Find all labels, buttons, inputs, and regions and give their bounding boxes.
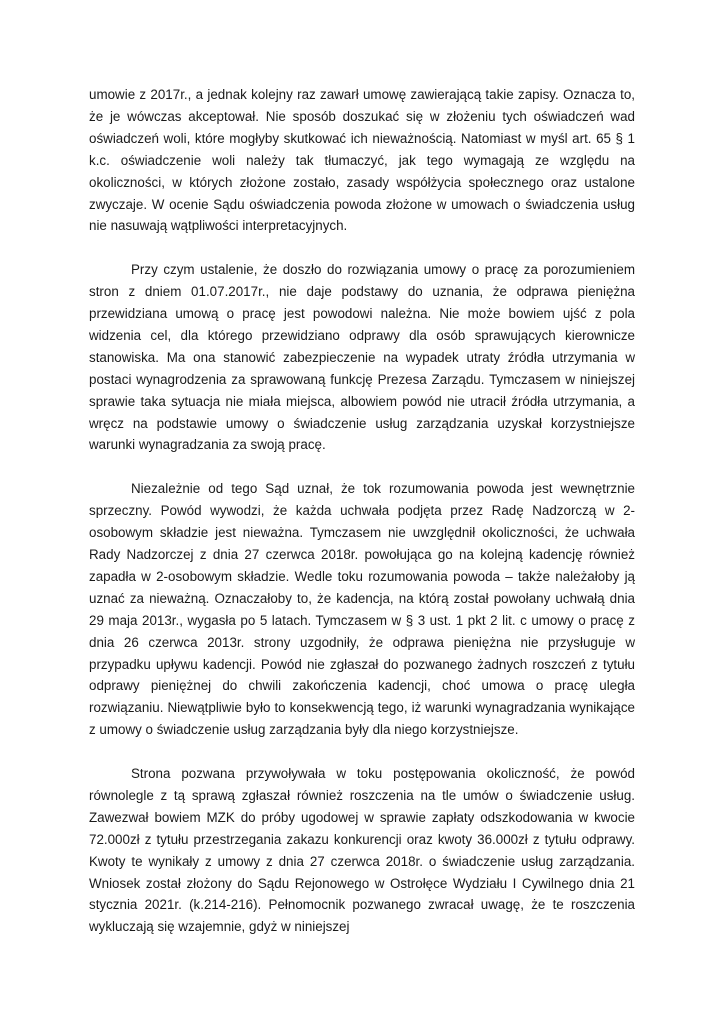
paragraph-continuation: umowie z 2017r., a jednak kolejny raz zawarł umowę zawierającą takie zapisy. Oznacza to, że je wówczas akceptował. Nie sposób doszukać się w złożeniu tych oświadczeń wad oświadczeń woli, które mogłyby skutkować ich nieważnością. Natomiast w myśl art. 65 § 1 k.c. oświadczenie woli należy tak tłumaczyć, jak tego wymagają ze względu na okoliczności, w których złożone zostało, zasady współżycia społecznego oraz ustalone zwyczaje. W ocenie Sądu oświadczenia powoda złożone w umowach o świadczenia usług nie nasuwają wątpliwości interpretacyjnych.	[89, 87, 635, 234]
document-page	[89, 84, 635, 960]
paragraph-parallel-claims: Strona pozwana przywoływała w toku postępowania okoliczność, że powód równolegle z tą sprawą zgłaszał również roszczenia na tle umów o świadczenie usług. Zawezwał bowiem MZK do próby ugodowej w sprawie zapłaty odszkodowania w kwocie 72.000zł z tytułu przestrzegania zakazu konkurencji oraz kwoty 36.000zł z tytułu odprawy. Kwoty te wynikały z umowy z dnia 27 czerwca 2018r. o świadczenie usług zarządzania. Wniosek został złożony do Sądu Rejonowego w Ostrołęce Wydziału I Cywilnego dnia 21 stycznia 2021r. (k.214-216). Pełnomocnik pozwanego zwracał uwagę, że te roszczenia wykluczają się wzajemnie, gdyż w niniejszej	[89, 766, 635, 935]
paragraph-severance-pay: Przy czym ustalenie, że doszło do rozwiązania umowy o pracę za porozumieniem stron z dniem 01.07.2017r., nie daje podstawy do uznania, że odprawa pieniężna przewidziana umową o pracę jest powodowi należna. Nie może bowiem ujść z pola widzenia cel, dla którego przewidziano odprawy dla osób sprawujących kierownicze stanowiska. Ma ona stanowić zabezpieczenie na wypadek utraty źródła utrzymania w postaci wynagrodzenia za sprawowaną funkcję Prezesa Zarządu. Tymczasem w niniejszej sprawie taka sytuacja nie miała miejsca, albowiem powód nie utracił źródła utrzymania, a wręcz na podstawie umowy o świadczenie usług zarządzania uzyskał korzystniejsze warunki wynagradzania za swoją pracę.	[89, 262, 635, 453]
paragraph-contradictory-reasoning: Niezależnie od tego Sąd uznał, że tok rozumowania powoda jest wewnętrznie sprzeczny. Powód wywodzi, że każda uchwała podjęta przez Radę Nadzorczą w 2-osobowym składzie jest nieważna. Tymczasem nie uwzględnił okoliczności, że uchwała Rady Nadzorczej z dnia 27 czerwca 2018r. powołująca go na kolejną kadencję również zapadła w 2-osobowym składzie. Wedle toku rozumowania powoda – także należałoby ją uznać za nieważną. Oznaczałoby to, że kadencja, na którą został powołany uchwałą dnia 29 maja 2013r., wygasła po 5 latach. Tymczasem w § 3 ust. 1 pkt 2 lit. c umowy o pracę z dnia 26 czerwca 2013r. strony uzgodniły, że odprawa pieniężna nie przysługuje w przypadku upływu kadencji. Powód nie zgłaszał do pozwanego żadnych roszczeń z tytułu odprawy pieniężnej do chwili zakończenia kadencji, choć umowa o pracę uległa rozwiązaniu. Niewątpliwie było to konsekwencją tego, iż warunki wynagradzania wynikające z umowy o świadczenie usług zarządzania były dla niego korzystniejsze.	[89, 481, 635, 738]
